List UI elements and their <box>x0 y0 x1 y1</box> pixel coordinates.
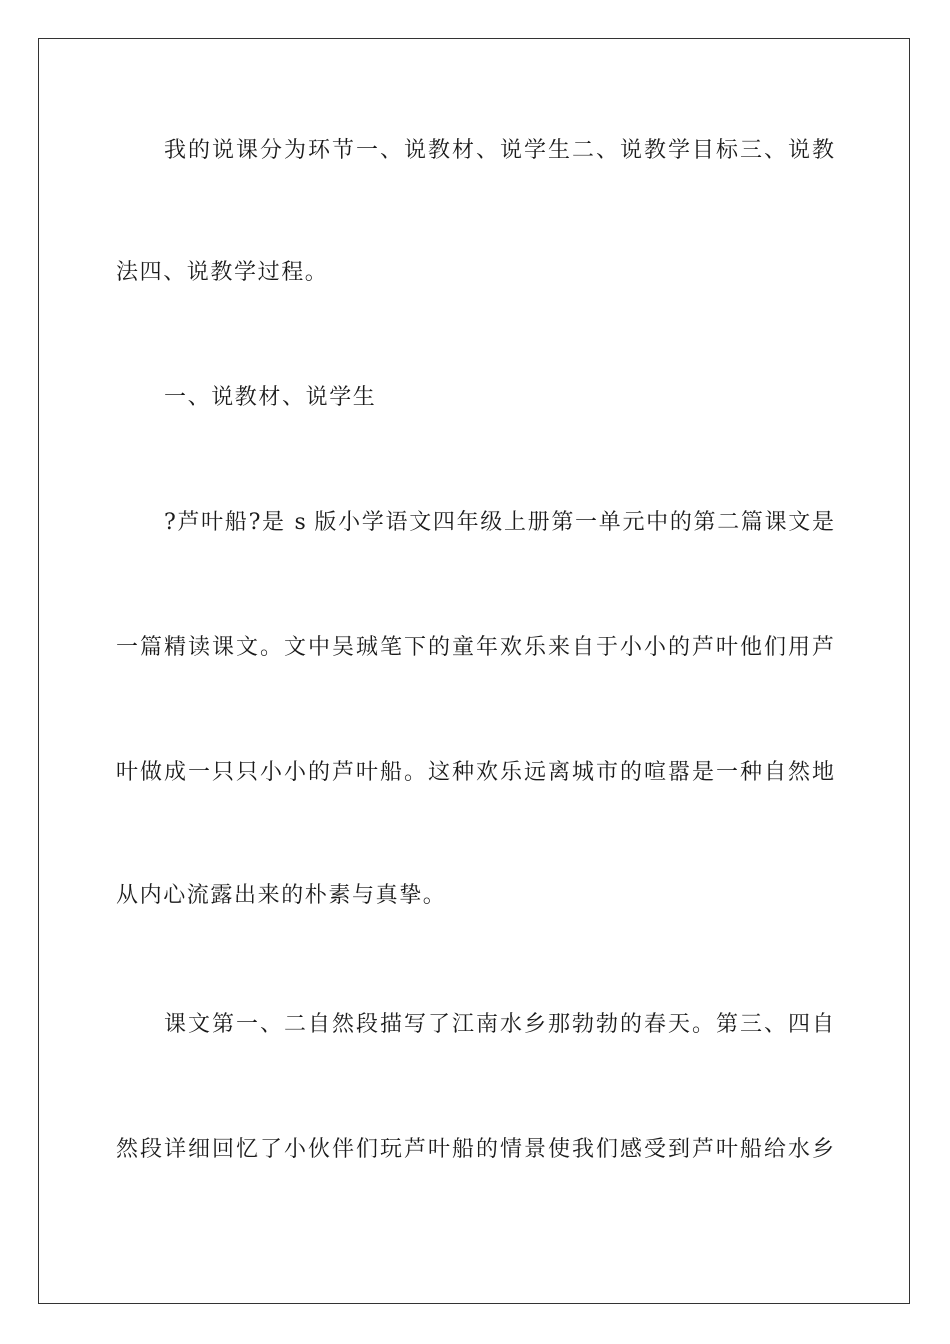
section-heading: 一、说教材、说学生 <box>164 385 377 410</box>
paragraph-1-line-2: 法四、说教学过程。 <box>116 260 329 285</box>
paragraph-2-line-2: 一篇精读课文。文中吴珹笔下的童年欢乐来自于小小的芦叶他们用芦 <box>116 635 834 660</box>
paragraph-2-line-3: 叶做成一只只小小的芦叶船。这种欢乐远离城市的喧嚣是一种自然地 <box>116 760 834 785</box>
paragraph-3-line-2: 然段详细回忆了小伙伴们玩芦叶船的情景使我们感受到芦叶船给水乡 <box>116 1137 834 1162</box>
paragraph-2-line-4: 从内心流露出来的朴素与真挚。 <box>116 883 447 908</box>
page-border <box>38 38 910 1304</box>
paragraph-2-line-1: ?芦叶船?是 s 版小学语文四年级上册第一单元中的第二篇课文是 <box>164 510 834 535</box>
paragraph-3-line-1: 课文第一、二自然段描写了江南水乡那勃勃的春天。第三、四自 <box>164 1012 834 1037</box>
paragraph-1-line-1: 我的说课分为环节一、说教材、说学生二、说教学目标三、说教 <box>164 138 834 163</box>
